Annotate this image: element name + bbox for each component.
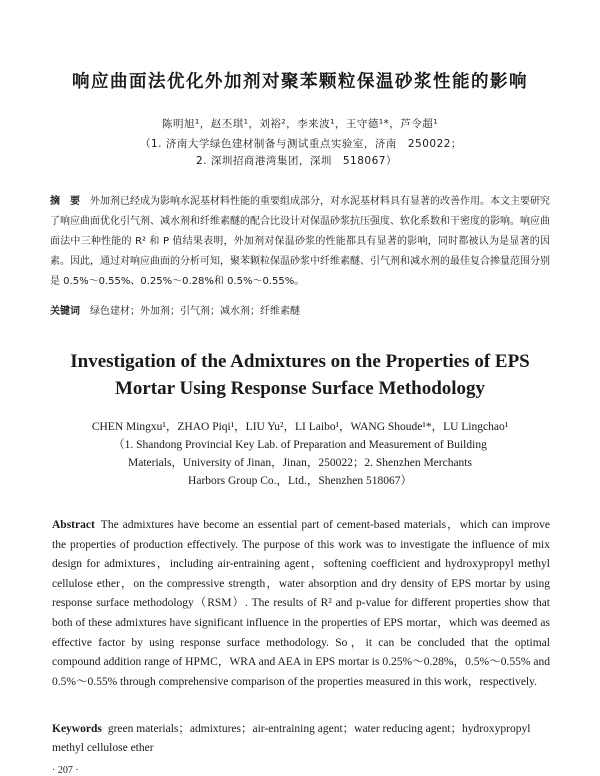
title-chinese: 响应曲面法优化外加剂对聚苯颗粒保温砂浆性能的影响 — [72, 72, 528, 92]
affiliation-chinese-2: 2. 深圳招商港湾集团，深圳 518067） — [196, 155, 397, 167]
authors-chinese: 陈明旭¹，赵丕琪¹，刘裕²，李来波¹，王守德¹*，芦令超¹ — [161, 118, 438, 130]
title-english-line-2: Mortar Using Response Surface Methodology — [114, 378, 486, 399]
keywords-chinese-label: 关键词 — [50, 306, 80, 317]
abstract-chinese-label: 摘 要 — [50, 196, 80, 207]
abstract-chinese — [50, 192, 550, 292]
page-number: · 207 · — [52, 765, 79, 776]
keywords-english — [52, 720, 550, 758]
title-english-line-1: Investigation of the Admixtures on the Properties of EPS — [70, 351, 530, 372]
abstract-english — [52, 516, 550, 692]
keywords-english-text: green materials；admixtures；air-entraining agent；water reducing agent；hydroxypropyl methyl cellulose ether — [52, 723, 531, 754]
affiliation-english-line-3: Harbors Group Co.，Ltd.，Shenzhen 518067） — [188, 475, 412, 487]
affiliation-english-line-1: （1. Shandong Provincial Key Lab. of Preparation and Measurement of Building — [113, 439, 487, 451]
abstract-chinese-text: 外加剂已经成为影响水泥基材料性能的重要组成部分，对水泥基材料具有显著的改善作用。本文主要研究了响应曲面优化引气剂、减水剂和纤维素醚的配合比设计对保温砂浆抗压强度、软化系数和干密度的影响。响应曲面法中三种性能的 R² 和 P 值结果表明，外加剂对保温砂浆的性能都具有显著的影响，同时都被认为是显著的因素。因此，通过对响应曲面的分析可知，聚苯颗粒保温砂浆中纤维素醚、引气剂和减水剂的最佳复合掺量范围分别是 0.5%～0.55%、0.25%～0.28%和 0.5%～0.55%。 — [50, 196, 550, 287]
abstract-english-label: Abstract — [52, 519, 95, 531]
keywords-chinese — [50, 303, 550, 321]
affiliations-english — [0, 436, 600, 490]
affiliation-chinese-1: （1. 济南大学绿色建材制备与测试重点实验室，济南 250022； — [140, 138, 462, 150]
abstract-english-text: The admixtures have become an essential part of cement-based materials，which can improve the properties of production effectively. The purpose of this work was to investigate the influence of mix design for admixtures，including air-entraining agent，softening coefficient and hydroxypropyl methyl cellulose ether，on the compressive strength，water absorption and dry density of EPS mortar by using response surface methodology（RSM）. The results of R² and p-value for different properties show that both of these admixtures have significant influence in the properties of EPS mortar，which was deemed as effective factor by using response surface methodology. So，it can be concluded that the optimal compound addition range of HPMC，WRA and AEA in EPS mortar is 0.25%～0.28%，0.5%～0.55% and 0.5%～0.55% through comprehensive comparison of the properties measured in this work，respectively. — [52, 519, 550, 688]
affiliation-english-line-2: Materials，University of Jinan，Jinan，250022；2. Shenzhen Merchants — [128, 457, 472, 469]
keywords-english-label: Keywords — [52, 723, 102, 735]
title-english — [0, 348, 600, 402]
authors-english: CHEN Mingxu¹，ZHAO Piqi¹，LIU Yu²，LI Laibo¹，WANG Shoude¹*，LU Lingchao¹ — [91, 421, 509, 433]
keywords-chinese-text: 绿色建材；外加剂；引气剂；减水剂；纤维素醚 — [90, 306, 300, 317]
